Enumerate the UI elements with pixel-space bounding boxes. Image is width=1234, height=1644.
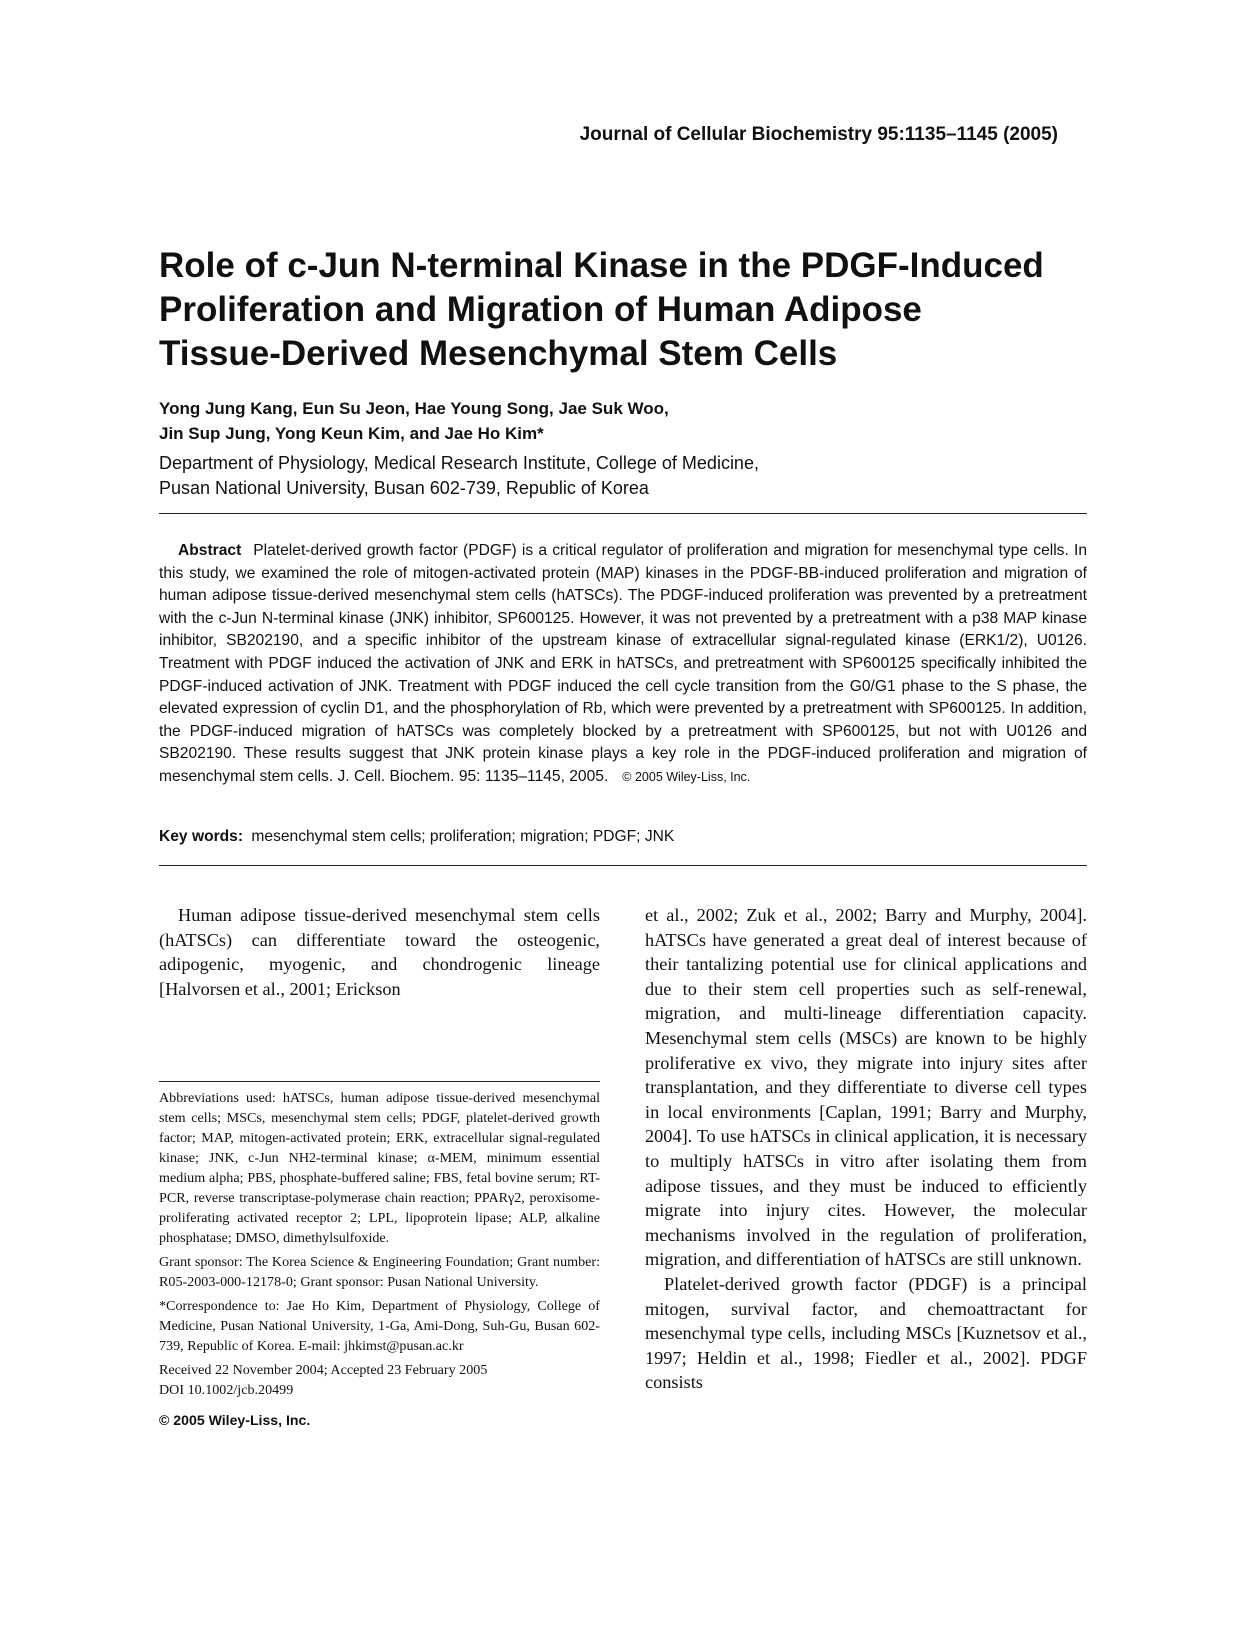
body-paragraph: Platelet-derived growth factor (PDGF) is a principal mitogen, survival factor, and chemoattractant for mesenchymal type cells, including MSCs [Kuznetsov et al., 1997; Heldin et al., 1998; Fiedler et al., 2002]. PDGF consists — [645, 1273, 1087, 1393]
abstract-copyright: © 2005 Wiley-Liss, Inc. — [622, 769, 751, 784]
affiliation-line: Department of Physiology, Medical Research Institute, College of Medicine, — [159, 453, 759, 473]
author-line: Yong Jung Kang, Eun Su Jeon, Hae Young Song, Jae Suk Woo, — [159, 399, 669, 418]
body-column-right — [645, 903, 1087, 1395]
footnote-publisher: © 2005 Wiley-Liss, Inc. — [159, 1412, 311, 1428]
body-paragraph: et al., 2002; Zuk et al., 2002; Barry and Murphy, 2004]. hATSCs have generated a great deal of interest because of their tantalizing potential use for clinical applications and due to their stem cell properties such as self-renewal, migration, and multi-lineage differentiation capacity. Mesenchymal stem cells (MSCs) are known to be highly proliferative ex vivo, they migrate into injury sites after transplantation, and they differentiate to diverse cell types in local environments [Caplan, 1991; Barry and Murphy, 2004]. To use hATSCs in clinical application, it is necessary to multiply hATSCs in vitro after isolating them from adipose tissues, and they must be induced to efficiently migrate into injury cites. However, the molecular mechanisms involved in the regulation of proliferation, migration, and differentiation of hATSCs are still unknown. — [645, 905, 1087, 1270]
footnote-correspondence: *Correspondence to: Jae Ho Kim, Department of Physiology, College of Medicine, Pusan National University, 1-Ga, Ami-Dong, Suh-Gu, Busan 602-739, Republic of Korea. E-mail: jhkimst@pusan.ac.kr — [159, 1298, 600, 1354]
body-column-left — [159, 903, 600, 1001]
divider-bottom — [159, 865, 1087, 866]
keywords — [159, 828, 674, 846]
footnotes — [159, 1088, 600, 1434]
title-line: Proliferation and Migration of Human Adipose — [159, 290, 922, 329]
abstract-text: Platelet-derived growth factor (PDGF) is a critical regulator of proliferation and migration for mesenchymal type cells. In this study, we examined the role of mitogen-activated protein (MAP) kinases in the PDGF-BB-induced proliferation and migration of human adipose tissue-derived mesenchymal stem cells (hATSCs). The PDGF-induced proliferation was prevented by a pretreatment with the c-Jun N-terminal kinase (JNK) inhibitor, SP600125. However, it was not prevented by a pretreatment with a p38 MAP kinase inhibitor, SB202190, and a specific inhibitor of the upstream kinase of extracellular signal-regulated kinase (ERK1/2), U0126. Treatment with PDGF induced the activation of JNK and ERK in hATSCs, and pretreatment with SP600125 specifically inhibited the PDGF-induced activation of JNK. Treatment with PDGF induced the cell cycle transition from the G0/G1 phase to the S phase, the elevated expression of cyclin D1, and the phosphorylation of Rb, which were prevented by a pretreatment with SP600125. In addition, the PDGF-induced migration of hATSCs was completely blocked by a pretreatment with SP600125, but not with U0126 and SB202190. These results suggest that JNK protein kinase plays a key role in the PDGF-induced proliferation and migration of mesenchymal stem cells. J. Cell. Biochem. 95: 1135–1145, 2005. — [159, 542, 1087, 785]
divider-top — [159, 513, 1087, 514]
footnote-grant: Grant sponsor: The Korea Science & Engineering Foundation; Grant number: R05-2003-000-12178-0; Grant sponsor: Pusan National University. — [159, 1254, 600, 1290]
author-list — [159, 396, 669, 446]
title-line: Role of c-Jun N-terminal Kinase in the PDGF-Induced — [159, 246, 1044, 285]
footnote-divider — [159, 1081, 600, 1082]
paper-title — [159, 244, 1089, 376]
affiliation-line: Pusan National University, Busan 602-739, Republic of Korea — [159, 478, 649, 498]
abstract — [159, 540, 1087, 789]
author-line: Jin Sup Jung, Yong Keun Kim, and Jae Ho Kim* — [159, 424, 544, 443]
title-line: Tissue-Derived Mesenchymal Stem Cells — [159, 334, 838, 373]
body-paragraph: Human adipose tissue-derived mesenchymal stem cells (hATSCs) can differentiate toward the osteogenic, adipogenic, myogenic, and chondrogenic lineage [Halvorsen et al., 2001; Erickson — [159, 905, 600, 999]
affiliation — [159, 451, 759, 501]
keywords-text: mesenchymal stem cells; proliferation; migration; PDGF; JNK — [251, 828, 675, 845]
abstract-label: Abstract — [178, 542, 242, 559]
footnote-doi: DOI 10.1002/jcb.20499 — [159, 1382, 294, 1398]
keywords-label: Key words: — [159, 828, 244, 845]
footnote-received: Received 22 November 2004; Accepted 23 February 2005 — [159, 1362, 488, 1378]
footnote-abbreviations: Abbreviations used: hATSCs, human adipose tissue-derived mesenchymal stem cells; MSCs, mesenchymal stem cells; PDGF, platelet-derived growth factor; MAP, mitogen-activated protein; ERK, extracellular signal-regulated kinase; JNK, c-Jun NH2-terminal kinase; α-MEM, minimum essential medium alpha; PBS, phosphate-buffered saline; FBS, fetal bovine serum; RT-PCR, reverse transcriptase-polymerase chain reaction; PPARγ2, peroxisome-proliferating activated receptor 2; LPL, lipoprotein lipase; ALP, alkaline phosphatase; DMSO, dimethylsulfoxide. — [159, 1090, 600, 1246]
journal-citation: Journal of Cellular Biochemistry 95:1135–1145 (2005) — [579, 124, 1058, 145]
